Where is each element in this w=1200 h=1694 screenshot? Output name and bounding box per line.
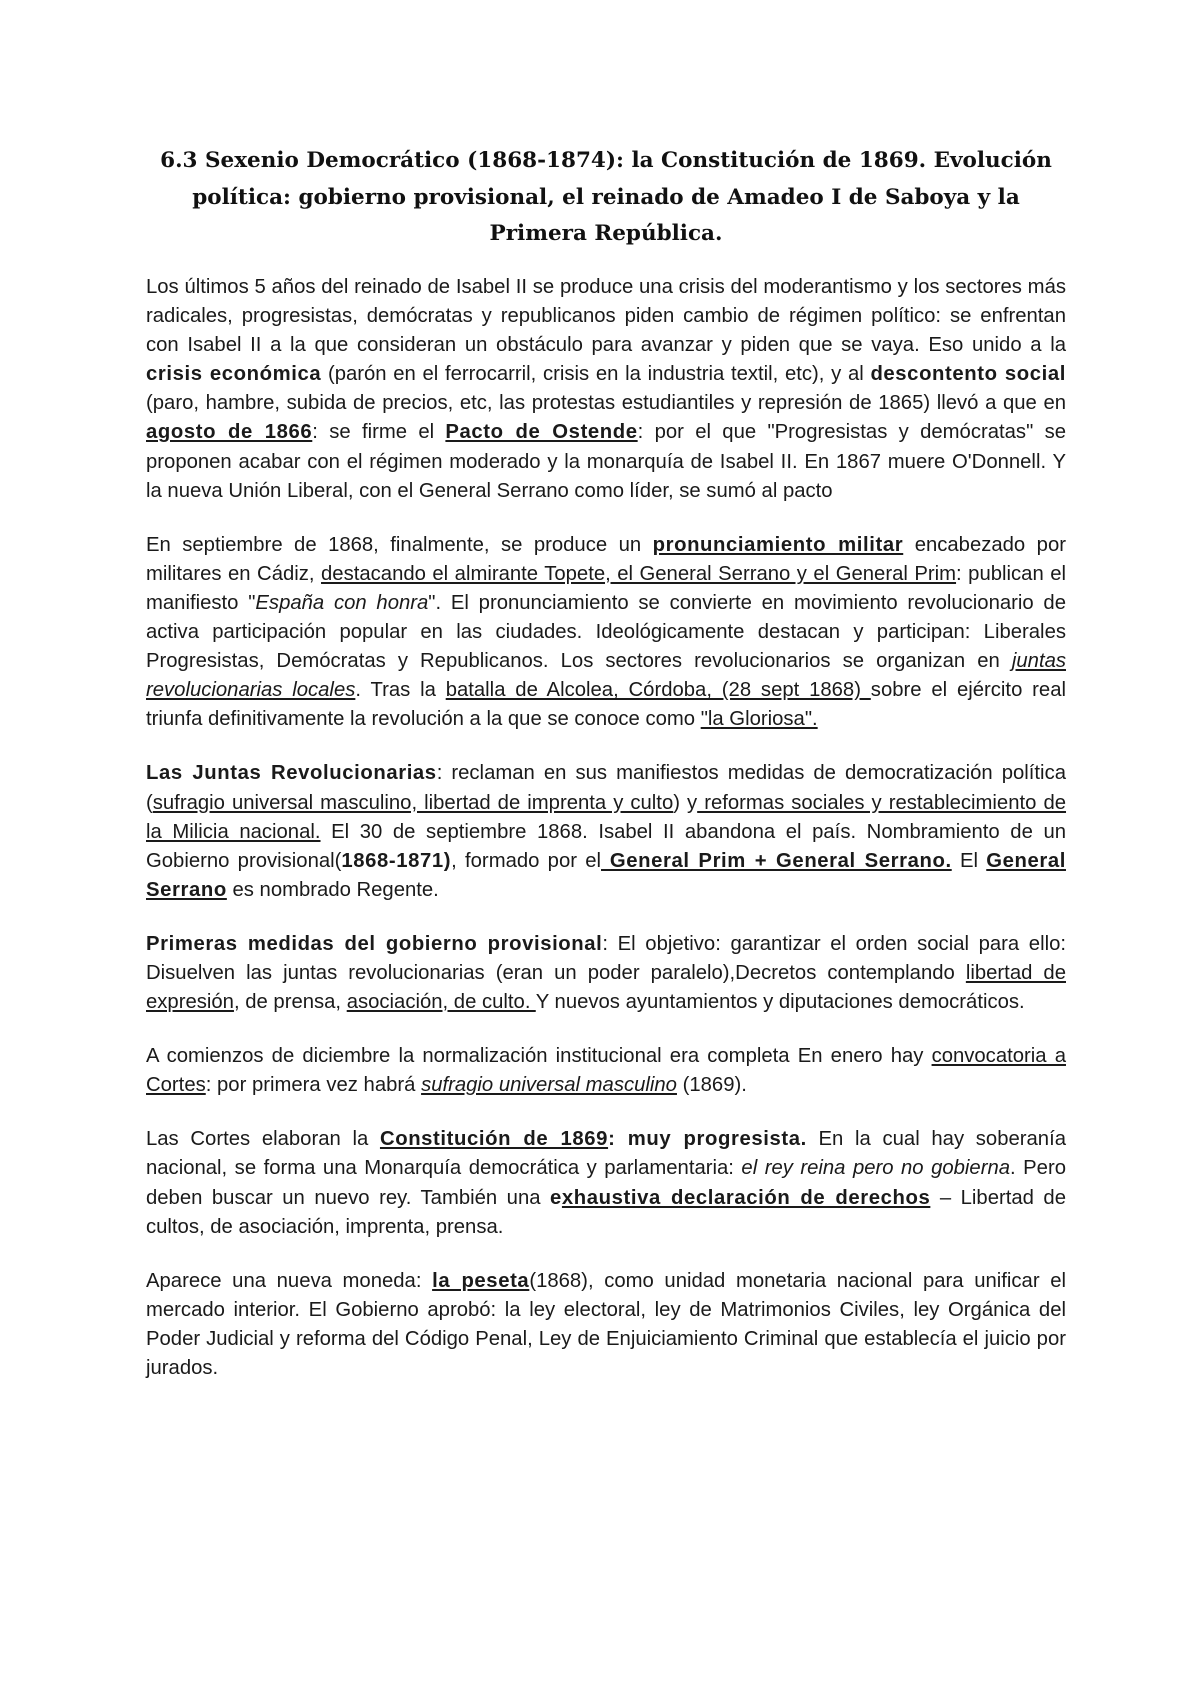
text-run: : por primera vez habrá bbox=[205, 1074, 422, 1097]
emphasis-run: el rey reina pero no gobierna bbox=[741, 1157, 1011, 1180]
paragraph bbox=[146, 930, 1066, 1017]
emphasis-run: asociación, de culto. bbox=[346, 991, 536, 1014]
emphasis-run: "la Gloriosa". bbox=[700, 708, 818, 731]
paragraph bbox=[146, 1267, 1066, 1383]
emphasis-run: General Prim + General Serrano. bbox=[601, 849, 952, 872]
text-run: (parón en el ferrocarril, crisis en la industria textil, etc), y al bbox=[321, 363, 871, 386]
emphasis-run: : muy progresista. bbox=[608, 1128, 807, 1151]
text-run: . Tras la bbox=[355, 679, 446, 702]
emphasis-run: Constitución de 1869 bbox=[379, 1128, 609, 1151]
emphasis-run: Pacto de Ostende bbox=[445, 421, 638, 444]
text-run: sobre el ejército real triunfa definitivamente la revolución a la que se conoce como bbox=[146, 679, 1066, 731]
text-run: , formado por el bbox=[451, 849, 602, 872]
emphasis-run: xhaustiva declaración de derechos bbox=[561, 1186, 931, 1209]
emphasis-run: descontento social bbox=[870, 363, 1066, 386]
text-run: : publican el manifiesto " bbox=[146, 562, 1067, 614]
emphasis-run: General Serrano bbox=[146, 849, 1066, 901]
text-run: : se firme el bbox=[312, 421, 446, 444]
text-run: (1868), como unidad monetaria nacional para unificar el mercado interior. El Gobierno aprobó: la ley electoral, ley de Matrimonios Civiles, ley Orgánica del Poder Judicial y reforma del Código Penal, Ley de Enjuiciamiento Criminal que establecía el juicio por jurados. bbox=[146, 1269, 1066, 1379]
text-run: : reclaman en sus manifiestos medidas de democratización política ( bbox=[146, 762, 1066, 814]
emphasis-run: convocatoria a Cortes bbox=[146, 1045, 1066, 1097]
text-run: es nombrado Regente. bbox=[226, 878, 439, 901]
emphasis-run: crisis económica bbox=[146, 363, 322, 386]
text-run: – Libertad de cultos, de asociación, imprenta, prensa. bbox=[146, 1186, 1066, 1238]
text-run: , de prensa, bbox=[233, 991, 347, 1014]
text-run: (1869). bbox=[676, 1074, 747, 1097]
emphasis-run: sufragio universal masculino, libertad de imprenta y culto bbox=[152, 791, 674, 814]
emphasis-run: reformas sociales y restablecimiento de la Milicia nacional. bbox=[146, 791, 1067, 843]
paragraph bbox=[146, 759, 1066, 904]
emphasis-run: sufragio universal masculino bbox=[421, 1074, 677, 1097]
text-run: ) y bbox=[673, 791, 698, 814]
text-run: . Pero deben buscar un nuevo rey. También una bbox=[146, 1157, 1066, 1209]
text-run: El 30 de septiembre 1868. Isabel II abandona el país. Nombramiento de un Gobierno provisional( bbox=[146, 820, 1067, 872]
text-run: Las Cortes elaboran la bbox=[146, 1128, 380, 1151]
paragraph bbox=[146, 531, 1066, 735]
document-body bbox=[146, 273, 1066, 1383]
paragraph bbox=[146, 1125, 1066, 1241]
text-run: Y nuevos ayuntamientos y diputaciones democráticos. bbox=[535, 991, 1025, 1014]
emphasis-run: destacando el almirante Topete, el General Serrano y el General Prim bbox=[321, 562, 957, 585]
text-run: : por el que "Progresistas y demócratas" se proponen acabar con el régimen moderado y la monarquía de Isabel II. En 1867 muere O'Donnell. Y la nueva Unión Liberal, con el General Serrano como líder, se sumó al pacto bbox=[146, 421, 1066, 502]
text-run: En septiembre de 1868, finalmente, se produce un bbox=[146, 533, 653, 556]
text-run: : El objetivo: garantizar el orden social para ello: Disuelven las juntas revolucionarias (eran un poder paralelo),Decretos contemplando bbox=[146, 932, 1067, 984]
emphasis-run: libertad de expresión bbox=[146, 961, 1066, 1014]
emphasis-run: Primeras medidas del gobierno provisional bbox=[146, 932, 603, 955]
paragraph bbox=[146, 1042, 1066, 1100]
emphasis-run: batalla de Alcolea, Córdoba, (28 sept 1868) bbox=[445, 679, 871, 702]
text-run: ". El pronunciamiento se convierte en movimiento revolucionario de activa participación popular en las ciudades. Ideológicamente destacan y participan: Liberales Progresistas, Demócratas y Republicanos. Los sectores revolucionarios se organizan en bbox=[146, 591, 1066, 673]
emphasis-run: la peseta bbox=[432, 1269, 530, 1292]
text-run: En la cual hay soberanía nacional, se forma una Monarquía democrática y parlamentaria: bbox=[146, 1128, 1066, 1180]
document-title: 6.3 Sexenio Democrático (1868-1874): la Constitución de 1869. Evolución política: gobierno provisional, el reinado de Amadeo I de Saboya y la Primera República. bbox=[160, 148, 1052, 246]
text-run: Los últimos 5 años del reinado de Isabel II se produce una crisis del moderantismo y los sectores más radicales, progresistas, demócratas y republicanos piden cambio de régimen político: se enfrentan con Isabel II a la que consideran un obstáculo para avanzar y piden que se vaya. Eso unido a la bbox=[146, 276, 1066, 357]
text-run: A comienzos de diciembre la normalización institucional era completa En enero hay bbox=[146, 1045, 932, 1068]
paragraph bbox=[146, 273, 1066, 506]
emphasis-run: agosto de 1866 bbox=[146, 421, 313, 444]
text-run: El bbox=[951, 849, 987, 872]
text-run: (paro, hambre, subida de precios, etc, las protestas estudiantiles y represión de 1865) llevó a que en bbox=[146, 392, 1066, 415]
text-run: Aparece una nueva moneda: bbox=[146, 1269, 433, 1292]
emphasis-run: pronunciamiento militar bbox=[652, 533, 904, 556]
emphasis-run: juntas revolucionarias locales bbox=[146, 650, 1066, 702]
text-run: encabezado por militares en Cádiz, bbox=[146, 533, 1066, 585]
emphasis-run: Las Juntas Revolucionarias bbox=[146, 762, 437, 785]
emphasis-run: España con honra bbox=[255, 591, 429, 614]
emphasis-run: e bbox=[550, 1186, 562, 1209]
emphasis-run: 1868-1871) bbox=[341, 849, 452, 872]
